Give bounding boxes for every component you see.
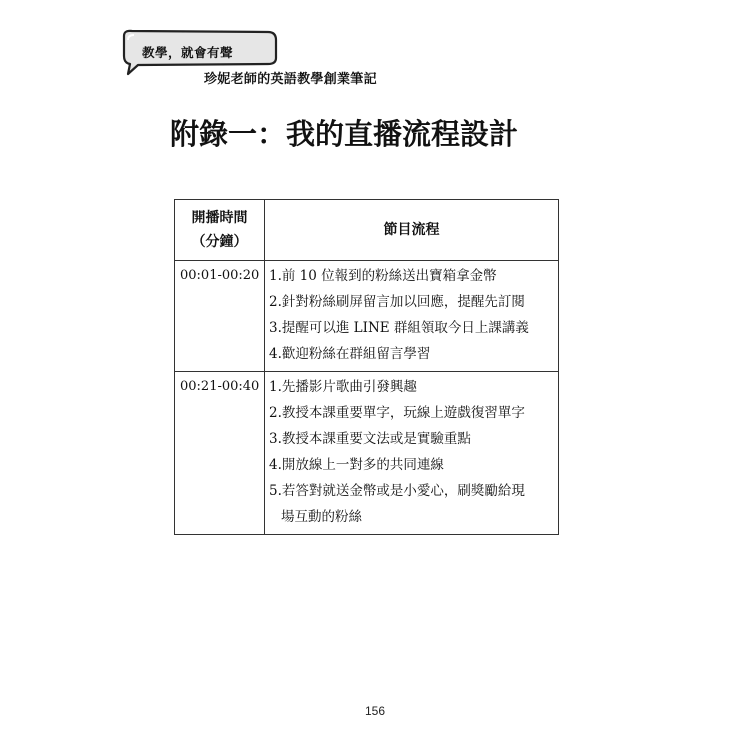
list-item: 5.若答對就送金幣或是小愛心，刷獎勵給現	[269, 483, 525, 499]
banner-line-1: 教學，就會有聲	[142, 45, 234, 60]
list-item: 1.前 10 位報到的粉絲送出寶箱拿金幣	[269, 268, 497, 284]
list-item: 4.歡迎粉絲在群組留言學習	[269, 346, 431, 362]
table-row	[175, 261, 559, 372]
time-cell: 00:01-00:20	[175, 261, 265, 372]
page-title: 附錄一：我的直播流程設計	[170, 117, 519, 151]
table-header-row	[175, 200, 559, 261]
time-column-header	[175, 200, 265, 261]
time-cell: 00:21-00:40	[175, 372, 265, 535]
schedule-table	[174, 199, 559, 535]
items-cell	[265, 261, 559, 372]
table-row	[175, 372, 559, 535]
page-number: 156	[364, 704, 386, 718]
list-item-continuation-text: 場互動的粉絲	[281, 509, 362, 525]
time-header-line-1: 開播時間	[191, 210, 248, 226]
banner-line-2: 珍妮老師的英語教學創業筆記	[204, 72, 377, 87]
list-item: 1.先播影片歌曲引發興趣	[269, 379, 417, 395]
list-item: 3.提醒可以進 LINE 群組領取今日上課講義	[269, 320, 529, 336]
chapter-banner	[118, 28, 418, 92]
list-item: 3.教授本課重要文法或是實驗重點	[269, 431, 471, 447]
list-item-continuation	[269, 504, 558, 530]
items-cell	[265, 372, 559, 535]
list-item: 4.開放線上一對多的共同連線	[269, 457, 444, 473]
list-item: 2.教授本課重要單字，玩線上遊戲復習單字	[269, 405, 525, 421]
time-header-line-2: （分鐘）	[191, 234, 248, 250]
program-column-header: 節目流程	[265, 200, 559, 261]
list-item: 2.針對粉絲刷屏留言加以回應，提醒先訂閱	[269, 294, 525, 310]
